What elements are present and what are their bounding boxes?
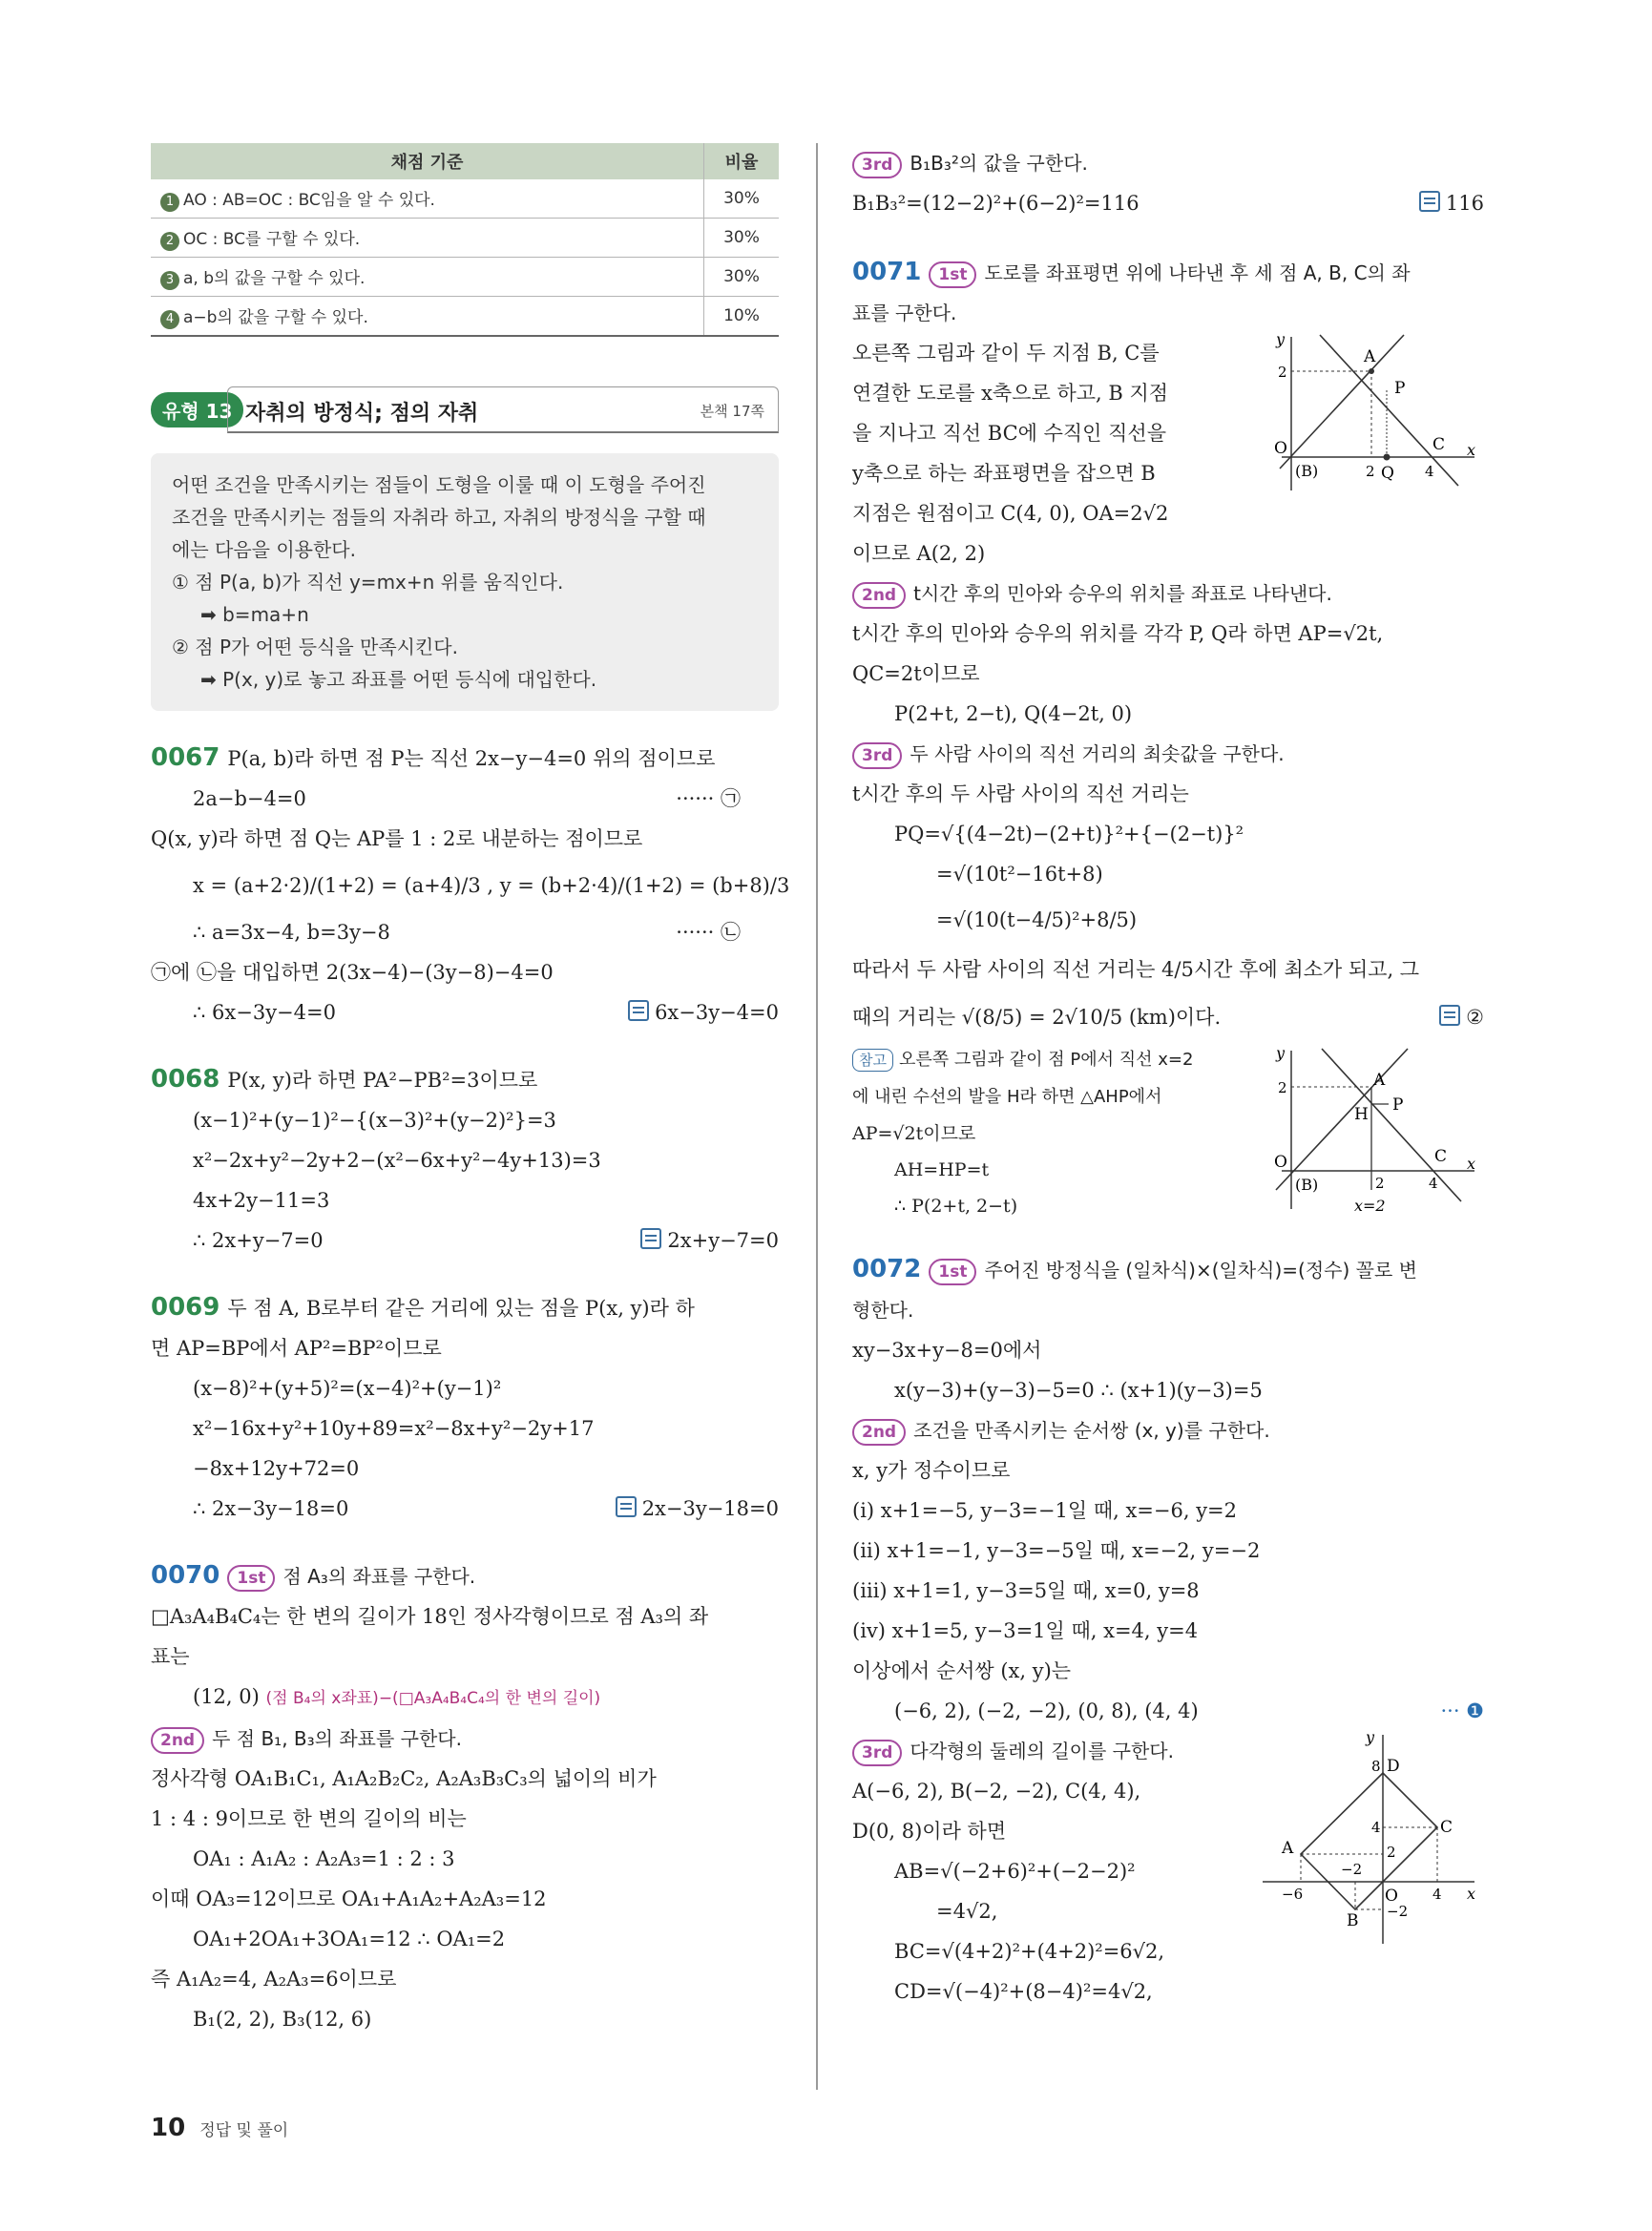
page-footer [151,2114,288,2142]
step-badge: 2nd [852,582,906,609]
solution-line: ∴ a=3x−4, b=3y−8 [193,921,390,944]
concept-line: 조건을 만족시키는 점들의 자취라 하고, 자취의 방정식을 구할 때 [172,506,706,529]
concept-line: 에는 다음을 이용한다. [172,538,356,561]
tick-y2: 2 [1278,364,1287,381]
step-title: 형한다. [852,1299,914,1322]
grading-criteria-cell [151,179,704,219]
step-title: 주어진 방정식을 (일차식)×(일차식)=(정수) 꼴로 변 [984,1259,1417,1282]
step-number-icon: 3 [160,271,179,290]
label-p: P [1394,379,1406,398]
step-title: 도로를 좌표평면 위에 나타낸 후 세 점 A, B, C의 좌 [984,261,1411,284]
right-column [852,143,1484,2012]
solution-line: P(x, y)라 하면 PA²−PB²=3이므로 [227,1069,538,1092]
grading-text: AO : AB=OC : BC임을 알 수 있다. [183,190,435,210]
solution-line: 을 지나고 직선 BC에 수직인 직선을 [852,422,1166,445]
solution-line: BC=√(4+2)²+(4+2)²=6√2, [894,1940,1165,1963]
tick-y2: 2 [1387,1844,1396,1861]
answer-text: 6x−3y−4=0 [655,1001,779,1024]
step-badge: 3rd [852,1740,902,1766]
label-a: A [1373,1071,1386,1090]
answer-text: 2x−3y−18=0 [641,1497,779,1520]
line-label: x=2 [1354,1197,1386,1215]
solution-line: Q(x, y)라 하면 점 Q는 AP를 1 : 2로 내분하는 점이므로 [151,827,643,850]
label-a: A [1282,1839,1294,1858]
type-title: 자취의 방정식; 점의 자취 [245,402,479,426]
solution-line: 2a−b−4=0 [193,787,306,810]
case-line: (ⅲ) x+1=1, y−3=5일 때, x=0, y=8 [852,1579,1200,1602]
tick-x2: 2 [1366,463,1375,480]
answer [1439,993,1484,1041]
road-line-ac [1322,1049,1461,1201]
solution-line: t시간 후의 민아와 승우의 위치를 각각 P, Q라 하면 AP=√2t, [852,622,1384,645]
tick-xm6: −6 [1282,1886,1304,1903]
problem-0071 [852,252,1484,1224]
solution-line: B₁(2, 2), B₃(12, 6) [193,2008,372,2031]
equation-marker: ······ ㉡ [676,921,741,944]
tick-xm2: −2 [1341,1861,1363,1878]
solution-line: −8x+12y+72=0 [193,1457,360,1480]
step-title: 조건을 만족시키는 순서쌍 (x, y)를 구한다. [913,1419,1270,1442]
footer-label: 정답 및 풀이 [199,2121,289,2140]
problem-0068 [151,1059,779,1261]
solution-line: y축으로 하는 좌표평면을 잡으면 B [852,462,1156,485]
reference-line: 에 내린 수선의 발을 H라 하면 △AHP에서 [852,1087,1162,1107]
solution-line: PQ=√{(4−2t)−(2+t)}²+{−(2−t)}² [894,823,1244,845]
problem-0070-continued [852,143,1484,223]
solution-line: ∴ 2x−3y−18=0 [193,1497,349,1520]
label-p: P [1392,1095,1404,1115]
answer-text: 2x+y−7=0 [667,1229,779,1252]
table-row [151,258,779,297]
tick-y8: 8 [1371,1758,1381,1775]
point-a [1369,368,1374,374]
concept-box [151,453,779,711]
solution-line: ∴ 6x−3y−4=0 [193,1001,336,1024]
tick-x2: 2 [1375,1175,1385,1192]
concept-line: ② 점 P가 어떤 등식을 만족시킨다. [172,636,458,658]
answer-icon [628,1000,649,1021]
concept-line: 어떤 조건을 만족시키는 점들이 도형을 이룰 때 이 도형을 주어진 [172,473,706,496]
tick-y4: 4 [1371,1819,1381,1836]
road-line-ob [1280,335,1404,469]
solution-line: x²−16x+y²+10y+89=x²−8x+y²−2y+17 [193,1417,595,1440]
solution-line: B₁B₃²=(12−2)²+(6−2)²=116 [852,192,1140,215]
solution-line: 면 AP=BP에서 AP²=BP²이므로 [151,1337,442,1360]
label-a: A [1364,347,1376,366]
y-label: y [1366,1729,1375,1746]
case-line: (ⅰ) x+1=−5, y−3=−1일 때, x=−6, y=2 [852,1499,1238,1522]
tick-x4: 4 [1425,463,1434,480]
step-badge: 2nd [151,1727,204,1754]
solution-line: t시간 후의 두 사람 사이의 직선 거리는 [852,782,1189,805]
concept-line: ① 점 P(a, b)가 직선 y=mx+n 위를 움직인다. [172,571,564,594]
solution-line: 이때 OA₃=12이므로 OA₁+A₁A₂+A₂A₃=12 [151,1887,547,1910]
label-o: O [1274,1153,1287,1172]
case-line: (ⅳ) x+1=5, y−3=1일 때, x=4, y=4 [852,1619,1199,1642]
grading-header-criteria: 채점 기준 [151,143,704,179]
point-q [1384,454,1391,461]
step-badge: 1st [227,1565,275,1592]
grading-text: a−b의 값을 구할 수 있다. [183,307,368,327]
step-badge: 1st [929,1259,976,1285]
grading-ratio: 30% [704,258,780,297]
solution-line: 따라서 두 사람 사이의 직선 거리는 4/5시간 후에 최소가 되고, 그 [852,958,1420,981]
tick-ym2: −2 [1387,1903,1409,1920]
label-o: O [1274,439,1287,458]
step-title: 점 A₃의 좌표를 구한다. [282,1565,476,1588]
answer [628,992,779,1032]
solution-line: P(a, b)라 하면 점 P는 직선 2x−y−4=0 위의 점이므로 [227,747,716,770]
table-row [151,297,779,337]
reference-line: AP=√2t이므로 [852,1123,976,1144]
type-badge: 유형 13 [151,392,243,427]
solution-line: P(2+t, 2−t), Q(4−2t, 0) [894,702,1133,725]
solution-line: OA₁ : A₁A₂ : A₂A₃=1 : 2 : 3 [193,1847,455,1870]
label-b: (B) [1295,1176,1319,1194]
figure-text-block [852,333,1484,573]
problem-0067 [151,738,790,1032]
label-c: C [1434,1147,1448,1166]
solution-line: 이상에서 순서쌍 (x, y)는 [852,1659,1072,1682]
answer [616,1489,779,1529]
x-label: x [1467,1885,1476,1903]
solution-line: 정사각형 OA₁B₁C₁, A₁A₂B₂C₂, A₂A₃B₃C₃의 넓이의 비가 [151,1767,657,1790]
solution-line: 지점은 원점이고 C(4, 0), OA=2√2 [852,502,1169,525]
type-reference: 본책 17쪽 [700,403,764,420]
label-q: Q [1381,464,1394,483]
solution-line: (x−8)²+(y+5)²=(x−4)²+(y−1)² [193,1377,502,1400]
tick-x4: 4 [1432,1886,1442,1903]
reference-note [852,1041,1484,1224]
polygon-graph-figure [1253,1729,1482,1949]
reference-badge: 참고 [852,1049,893,1072]
solution-line: 연결한 도로를 x축으로 하고, B 지점 [852,382,1169,405]
solution-line: 오른쪽 그림과 같이 두 지점 B, C를 [852,342,1160,365]
reference-line: ∴ P(2+t, 2−t) [894,1196,1018,1217]
label-c: C [1432,435,1446,454]
solution-line: (12, 0) [193,1685,260,1708]
problem-number: 0071 [852,258,922,286]
solution-line: 두 점 A, B로부터 같은 거리에 있는 점을 P(x, y)라 하 [227,1297,695,1320]
problem-number: 0072 [852,1255,922,1283]
grading-criteria-cell [151,258,704,297]
step-title: 두 사람 사이의 직선 거리의 최솟값을 구한다. [910,742,1285,765]
y-label: y [1276,1047,1286,1062]
step-title: 다각형의 둘레의 길이를 구한다. [910,1740,1174,1762]
solution-line: x, y가 정수이므로 [852,1459,1011,1482]
answer-icon [640,1228,661,1249]
solution-line: 즉 A₁A₂=4, A₂A₃=6이므로 [151,1968,397,1991]
quadrilateral-abcd [1301,1773,1437,1909]
solution-line: ∴ 2x+y−7=0 [193,1229,324,1252]
y-label: y [1276,333,1286,348]
answer [1419,183,1484,223]
problem-0070 [151,1555,779,2039]
step-title: 두 점 B₁, B₃의 좌표를 구한다. [212,1727,462,1750]
answer-icon [1419,191,1440,212]
reference-line: AH=HP=t [894,1159,990,1180]
grading-header-ratio: 비율 [704,143,780,179]
solution-line: OA₁+2OA₁+3OA₁=12 ∴ OA₁=2 [193,1928,506,1950]
solution-line: D(0, 8)이라 하면 [852,1820,1007,1843]
table-row [151,179,779,219]
concept-line: ➡ P(x, y)로 놓고 좌표를 어떤 등식에 대입한다. [200,668,597,691]
grading-ratio: 10% [704,297,780,337]
step-number-icon: 2 [160,232,179,251]
page-number: 10 [151,2114,186,2142]
step-marker: ··· ❶ [1440,1699,1484,1722]
answer-text: ② [1466,1006,1484,1029]
solution-line: 때의 거리는 √(8/5) = 2√10/5 (km)이다. [852,1006,1222,1029]
equation-marker: ······ ㉠ [676,787,741,810]
step-number-icon: 1 [160,193,179,212]
tick-x4: 4 [1429,1175,1438,1192]
step-badge: 3rd [852,742,902,769]
grading-ratio: 30% [704,179,780,219]
grading-criteria-cell [151,219,704,258]
solution-line: (x−1)²+(y−1)²−{(x−3)²+(y−2)²}=3 [193,1109,556,1132]
label-o: O [1385,1887,1398,1906]
annotation-note: (점 B₄의 x좌표)−(□A₃A₄B₄C₄의 한 변의 길이) [265,1689,601,1708]
step-number-icon: 4 [160,310,179,329]
solution-line: ㉠에 ㉡을 대입하면 2(3x−4)−(3y−8)−4=0 [151,961,554,984]
concept-line: ➡ b=ma+n [200,603,309,626]
left-column [151,143,790,2039]
problem-0072 [852,1249,1484,2012]
step-badge: 3rd [852,152,902,178]
grading-text: OC : BC를 구할 수 있다. [183,229,361,249]
problem-0069 [151,1287,779,1529]
answer [640,1220,779,1261]
label-c: C [1440,1818,1453,1837]
x-label: x [1467,1155,1476,1173]
solution-line: =√(10t²−16t+8) [936,863,1103,886]
grading-header-row [151,143,779,179]
x-label: x [1467,441,1476,459]
answer-text: 116 [1445,192,1484,215]
step-title: 표를 구한다. [852,302,957,324]
step-title: t시간 후의 민아와 승우의 위치를 좌표로 나타낸다. [913,582,1332,605]
tick-y2: 2 [1278,1079,1287,1096]
type13-header [151,386,779,434]
label-b: B [1347,1911,1359,1930]
reference-graph-figure [1263,1047,1482,1219]
grading-text: a, b의 값을 구할 수 있다. [183,268,366,288]
problem-number: 0070 [151,1561,220,1590]
step-badge: 2nd [852,1419,906,1446]
solution-line: =4√2, [936,1900,998,1923]
solution-line: QC=2t이므로 [852,662,980,685]
label-d: D [1387,1757,1400,1776]
grading-criteria-cell [151,297,704,337]
problem-number: 0069 [151,1293,220,1322]
solution-line: x²−2x+y²−2y+2−(x²−6x+y²−4y+13)=3 [193,1149,601,1172]
solution-line: 1 : 4 : 9이므로 한 변의 길이의 비는 [151,1807,467,1830]
solution-line: □A₃A₄B₄C₄는 한 변의 길이가 18인 정사각형이므로 점 A₃의 좌 [151,1605,709,1628]
solution-line: (−6, 2), (−2, −2), (0, 8), (4, 4) [894,1699,1199,1722]
solution-line: CD=√(−4)²+(8−4)²=4√2, [894,1980,1153,2003]
column-divider [816,143,818,2090]
grading-table [151,143,779,337]
solution-line: 표는 [151,1645,190,1668]
step-title: B₁B₃²의 값을 구한다. [910,152,1088,175]
answer-icon [1439,1005,1460,1026]
reference-line: 오른쪽 그림과 같이 점 P에서 직선 x=2 [898,1050,1194,1070]
label-h: H [1354,1105,1369,1124]
label-b: (B) [1295,462,1319,480]
solution-line: A(−6, 2), B(−2, −2), C(4, 4), [852,1780,1141,1803]
solution-line: =√(10(t−4/5)²+8/5) [936,908,1138,931]
grading-ratio: 30% [704,219,780,258]
road-graph-figure [1263,333,1482,495]
solution-line: AB=√(−2+6)²+(−2−2)² [894,1860,1136,1883]
case-line: (ⅱ) x+1=−1, y−3=−5일 때, x=−2, y=−2 [852,1539,1261,1562]
answer-icon [616,1496,637,1517]
problem-number: 0068 [151,1065,220,1094]
solution-line: x(y−3)+(y−3)−5=0 ∴ (x+1)(y−3)=5 [894,1379,1263,1402]
type-title-box [227,386,779,433]
solution-line: 이므로 A(2, 2) [852,542,986,565]
solution-line: xy−3x+y−8=0에서 [852,1339,1042,1362]
solution-line: 4x+2y−11=3 [193,1189,330,1212]
table-row [151,219,779,258]
step-badge: 1st [929,261,976,288]
solution-line: x = (a+2·2)/(1+2) = (a+4)/3 , y = (b+2·4)/(1+2) = (b+8)/3 [193,874,790,897]
problem-number: 0067 [151,743,220,772]
